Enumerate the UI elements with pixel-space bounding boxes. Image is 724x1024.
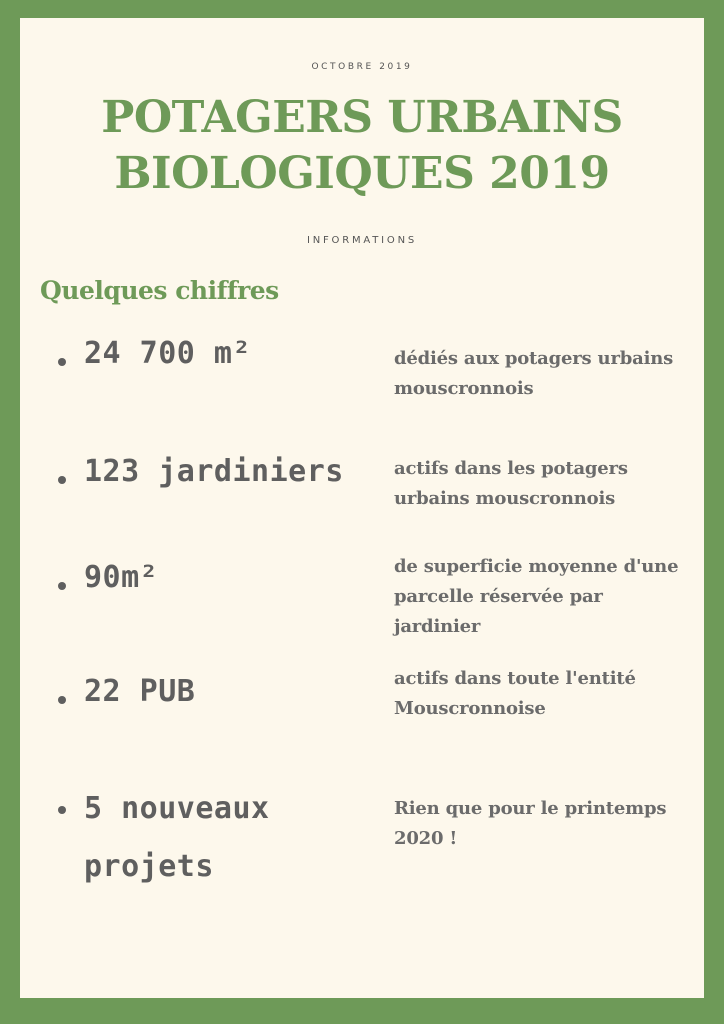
- stat-description: Rien que pour le printemps 2020 !: [394, 798, 667, 849]
- stat-figure: 24 700 m²: [84, 336, 252, 371]
- stat-description: dédiés aux potagers urbains mouscronnois: [394, 348, 674, 399]
- stat-description: actifs dans toute l'entité Mouscronnoise: [394, 668, 636, 719]
- poster-page: [20, 18, 704, 998]
- stat-figure: 22 PUB: [84, 674, 196, 709]
- title-line-2: BIOLOGIQUES 2019: [114, 148, 610, 199]
- stat-figure: 123 jardiniers: [84, 454, 344, 489]
- bullet-icon: [58, 582, 66, 590]
- bullet-icon: [58, 476, 66, 484]
- stat-description: de superficie moyenne d'une parcelle réservée par jardinier: [394, 556, 679, 637]
- bullet-icon: [58, 806, 66, 814]
- bullet-icon: [58, 696, 66, 704]
- stat-figure: 5 nouveaux projets: [84, 791, 270, 884]
- stat-description: actifs dans les potagers urbains mouscronnois: [394, 458, 628, 509]
- title-line-1: POTAGERS URBAINS: [101, 92, 623, 143]
- subtitle-label: INFORMATIONS: [306, 235, 418, 246]
- section-title: Quelques chiffres: [40, 276, 279, 305]
- bullet-icon: [58, 358, 66, 366]
- page-title: [20, 90, 704, 202]
- date-label: OCTOBRE 2019: [311, 62, 413, 72]
- stat-figure: 90m²: [84, 560, 159, 595]
